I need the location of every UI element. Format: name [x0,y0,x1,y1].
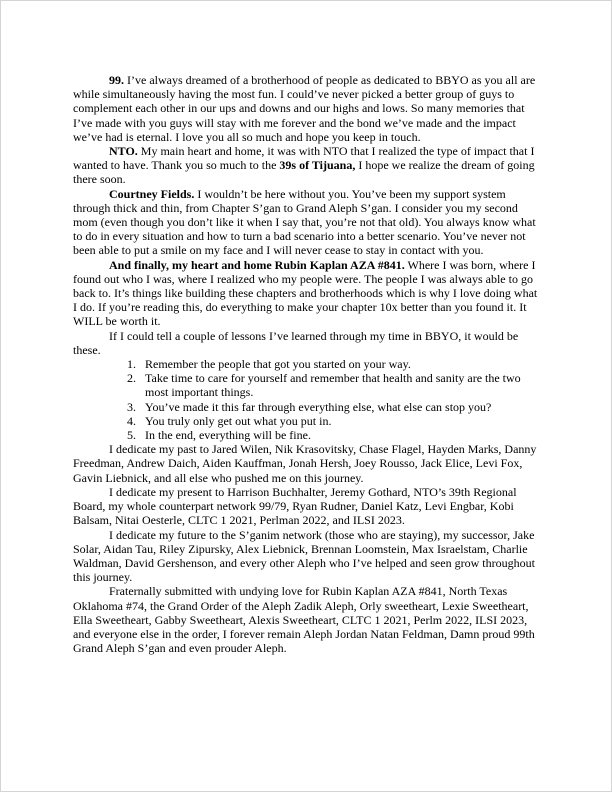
paragraph-dedicate-present: I dedicate my present to Harrison Buchhalter, Jeremy Gothard, NTO’s 39th Regional Board, my whole counterpart network 99/79, Ryan Rudner, Daniel Katz, Levi Engbar, Kobi Balsam, Nitai Oesterle, CLTC 1 2021, Perlman 2022, and ILSI 2023. [73,484,517,528]
paragraph-nto-lead: NTO. [109,144,138,159]
list-item [73,357,541,371]
paragraph-courtney-lead: Courtney Fields. [109,186,195,201]
paragraph-nto-body-1: My main heart and home, it was with NTO that I realized the type of impact that I wanted to have. Thank you so much to the [73,144,535,173]
list-item-number: 1. [127,357,136,372]
list-item [73,414,541,428]
paragraph-rubin-kaplan [73,258,541,329]
list-item-text: You truly only get out what you put in. [145,413,332,428]
list-item-number: 5. [127,428,136,443]
paragraph-courtney-body: I wouldn’t be here without you. You’ve been my support system through thick and thin, from Chapter S’gan to Grand Aleph S’gan. I consider you my second mom (even though you don’t like it when I say that, you’re not that old). You always know what to do in every situation and how to turn a bad scenario into a better scenario. You’ve never not been able to put a smile on my face and I will never cease to stay in contact with you. [73,186,536,258]
paragraph-rubin-lead: And finally, my heart and home Rubin Kaplan AZA #841. [109,257,405,272]
paragraph-brotherhood [73,73,541,144]
list-item [73,400,541,414]
paragraph-nto-body-2: I hope we realize the dream of going there soon. [73,158,535,187]
list-item-text: You’ve made it this far through everything else, what else can stop you? [145,399,492,414]
list-item [73,428,541,442]
paragraph-dedicate-future: I dedicate my future to the S’ganim network (those who are staying), my successor, Jake Solar, Aidan Tau, Riley Zipursky, Alex Liebnick, Brennan Loomstein, Max Israelstam, Charlie Waldman, David Gershenson, and every other Aleph who I’ve helped and seen grow throughout this journey. [73,527,535,585]
paragraph-courtney-fields [73,187,541,258]
paragraph-signoff: Fraternally submitted with undying love for Rubin Kaplan AZA #841, North Texas Oklahoma #74, the Grand Order of the Aleph Zadik Aleph, Orly sweetheart, Lexie Sweetheart, Ella Sweetheart, Gabby Sweetheart, Alexis Sweetheart, CLTC 1 2021, Perlm 2022, ILSI 2023, and everyone else in the order, I forever remain Aleph Jordan Natan Feldman, Damn proud 99th Grand Aleph S’gan and even prouder Aleph. [73,584,535,656]
paragraph-nto [73,144,541,187]
list-item-text: In the end, everything will be fine. [145,428,311,443]
list-item [73,371,541,399]
paragraph-brotherhood-body: I’ve always dreamed of a brotherhood of people as dedicated to BBYO as you all are while simultaneously having the most fun. I could’ve never picked a better group of guys to complement each other in our ups and downs and our highs and lows. So many memories that I’ve made with you guys will stay with me forever and the bond we’ve made and the impact we’ve had is eternal. I love you all so much and hope you keep in touch. [73,73,536,144]
list-item-text: Remember the people that got you started on your way. [145,357,411,372]
list-item-number: 4. [127,413,136,428]
paragraph-nto-bold-mid: 39s of Tijuana, [279,158,356,173]
paragraph-brotherhood-lead: 99. [109,73,124,87]
paragraph-lessons-intro: If I could tell a couple of lessons I’ve learned through my time in BBYO, it would be these. [73,328,519,357]
list-item-number: 3. [127,399,136,414]
paragraph-rubin-body: Where I was born, where I found out who I was, where I realized who my people were. The people I was always able to go back to. It’s things like building these chapters and brotherhoods which is why I love doing what I do. If you’re reading this, do everything to make your chapter 10x better than you found it. It WILL be worth it. [73,257,538,329]
lessons-list [73,357,541,442]
document-body [73,73,541,655]
list-item-text: Take time to care for yourself and remember that health and sanity are the two most important things. [145,371,521,400]
paragraph-dedicate-past: I dedicate my past to Jared Wilen, Nik Krasovitsky, Chase Flagel, Hayden Marks, Danny Freedman, Andrew Daich, Aiden Kauffman, Jonah Hersh, Joey Rousso, Jack Elice, Levi Fox, Gavin Liebnick, and all else who pushed me on this journey. [73,442,537,485]
list-item-number: 2. [127,371,136,386]
